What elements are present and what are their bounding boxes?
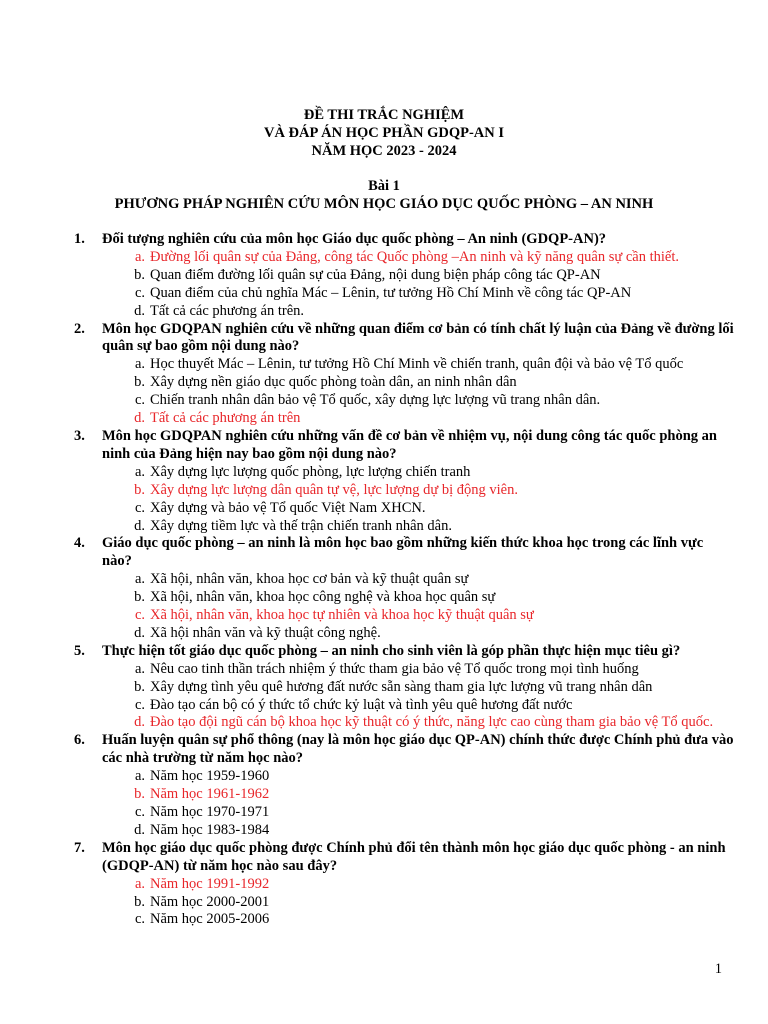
option-text: Tất cả các phương án trên. (150, 302, 305, 319)
answer-options (102, 571, 734, 643)
option-letter: b. (134, 786, 145, 803)
question-text: Thực hiện tốt giáo dục quốc phòng – an ninh cho sinh viên là góp phần thực hiện mục tiêu gì? (102, 642, 681, 659)
option-text: Xây dựng tình yêu quê hương đất nước sẵn sàng tham gia lực lượng vũ trang nhân dân (150, 678, 653, 695)
answer-option (102, 697, 734, 715)
option-text: Năm học 1970-1971 (150, 804, 270, 820)
answer-option (102, 500, 734, 518)
option-letter: c. (134, 911, 145, 928)
question-text: Môn học giáo dục quốc phòng được Chính phủ đổi tên thành môn học giáo dục quốc phòng - an ninh (GDQP-AN) từ năm học nào sau đây? (102, 839, 726, 874)
option-text: Xây dựng nền giáo dục quốc phòng toàn dân, an ninh nhân dân (150, 374, 517, 391)
question-text: Đối tượng nghiên cứu của môn học Giáo dục quốc phòng – An ninh (GDQP-AN)? (102, 231, 607, 247)
option-letter: b. (134, 678, 145, 695)
answer-options (102, 464, 734, 536)
option-text: Đào tạo cán bộ có ý thức tổ chức kỷ luật và tình yêu quê hương đất nước (150, 696, 573, 713)
answer-option (102, 911, 734, 929)
question-number: 7. (74, 839, 85, 856)
question-list (74, 231, 734, 929)
option-letter: a. (134, 875, 145, 892)
answer-option (102, 518, 734, 536)
option-letter: a. (134, 571, 145, 588)
question-number: 4. (74, 535, 85, 552)
question-item (74, 535, 734, 642)
answer-option-correct (102, 482, 734, 500)
option-text: Xây dựng lực lượng quốc phòng, lực lượng chiến tranh (150, 463, 471, 480)
document-header (0, 106, 768, 160)
option-letter: b. (134, 589, 145, 606)
answer-option-correct (102, 410, 734, 428)
answer-option (102, 804, 734, 822)
answer-options (102, 661, 734, 733)
option-letter: a. (134, 660, 145, 677)
question-item (74, 840, 734, 930)
answer-option (102, 374, 734, 392)
option-text: Năm học 1961-1962 (150, 786, 270, 803)
answer-option (102, 356, 734, 374)
option-letter: c. (134, 392, 145, 409)
answer-option-correct (102, 876, 734, 894)
question-item (74, 321, 734, 428)
answer-options (102, 249, 734, 321)
option-letter: d. (134, 517, 145, 534)
option-letter: a. (134, 768, 145, 785)
option-letter: d. (134, 714, 145, 731)
option-text: Quan điểm đường lối quân sự của Đảng, nội dung biện pháp công tác QP-AN (150, 266, 601, 283)
option-text: Năm học 1959-1960 (150, 768, 270, 785)
option-text: Chiến tranh nhân dân bảo vệ Tổ quốc, xây dựng lực lượng vũ trang nhân dân. (150, 392, 601, 409)
option-text: Xã hội nhân văn và kỹ thuật công nghệ. (150, 624, 381, 641)
answer-option (102, 679, 734, 697)
option-text: Xây dựng tiềm lực và thế trận chiến tranh nhân dân. (150, 517, 452, 534)
option-letter: c. (134, 696, 145, 713)
answer-option (102, 392, 734, 410)
question-item (74, 643, 734, 733)
answer-option (102, 822, 734, 840)
question-item (74, 428, 734, 535)
option-letter: b. (134, 893, 145, 910)
question-item (74, 732, 734, 839)
option-text: Quan điểm của chủ nghĩa Mác – Lênin, tư tưởng Hồ Chí Minh về công tác QP-AN (150, 284, 632, 301)
question-number: 6. (74, 732, 85, 749)
header-line-2: VÀ ĐÁP ÁN HỌC PHẦN GDQP-AN I (263, 125, 505, 141)
answer-options (102, 768, 734, 840)
answer-options (102, 876, 734, 930)
option-letter: d. (134, 410, 145, 427)
answer-option (102, 303, 734, 321)
option-letter: b. (134, 266, 145, 283)
header-line-3: NĂM HỌC 2023 - 2024 (311, 143, 457, 159)
option-text: Năm học 2005-2006 (150, 911, 270, 928)
option-letter: d. (134, 821, 145, 838)
answer-option (102, 464, 734, 482)
question-number: 5. (74, 642, 85, 659)
answer-option-correct (102, 786, 734, 804)
question-text: Môn học GDQPAN nghiên cứu về những quan điểm cơ bản có tính chất lý luận của Đảng về đường lối quân sự bao gồm nội dung nào? (102, 320, 734, 355)
option-letter: b. (134, 481, 145, 498)
option-text: Xã hội, nhân văn, khoa học cơ bản và kỹ thuật quân sự (150, 571, 469, 588)
question-number: 3. (74, 427, 85, 444)
answer-option (102, 589, 734, 607)
option-text: Đường lối quân sự của Đảng, công tác Quốc phòng –An ninh và kỹ năng quân sự cần thiết. (150, 248, 679, 265)
question-number: 1. (74, 231, 85, 247)
answer-option (102, 267, 734, 285)
page-number: 1 (714, 961, 722, 977)
option-letter: c. (134, 499, 145, 516)
option-letter: a. (134, 463, 145, 480)
option-letter: c. (134, 607, 145, 624)
option-text: Nêu cao tinh thần trách nhiệm ý thức tham gia bảo vệ Tổ quốc trong mọi tình huống (150, 660, 639, 677)
option-text: Tất cả các phương án trên (150, 410, 301, 427)
answer-option-correct (102, 249, 734, 267)
lesson-label: Bài 1 (368, 178, 400, 194)
question-text: Giáo dục quốc phòng – an ninh là môn học bao gồm những kiến thức khoa học trong các lĩnh vực nào? (102, 535, 704, 570)
option-text: Đào tạo đội ngũ cán bộ khoa học kỹ thuật có ý thức, năng lực cao cùng tham gia bảo vệ Tổ quốc. (150, 714, 714, 731)
question-text: Môn học GDQPAN nghiên cứu những vấn đề cơ bản về nhiệm vụ, nội dung công tác quốc phòng an ninh của Đảng hiện nay bao gồm nội dung nào? (102, 427, 717, 462)
answer-option (102, 625, 734, 643)
question-text: Huấn luyện quân sự phổ thông (nay là môn học giáo dục QP-AN) chính thức được Chính phủ đưa vào các nhà trường từ năm học nào? (102, 732, 734, 767)
option-text: Xây dựng lực lượng dân quân tự vệ, lực lượng dự bị động viên. (150, 481, 518, 498)
option-letter: c. (134, 284, 145, 301)
question-number: 2. (74, 320, 85, 337)
answer-option (102, 571, 734, 589)
option-letter: a. (134, 248, 145, 265)
answer-option (102, 285, 734, 303)
option-text: Năm học 1991-1992 (150, 875, 270, 892)
option-text: Xã hội, nhân văn, khoa học tự nhiên và khoa học kỹ thuật quân sự (150, 607, 534, 624)
option-text: Xã hội, nhân văn, khoa học công nghệ và khoa học quân sự (150, 589, 496, 606)
answer-option (102, 894, 734, 912)
lesson-title: PHƯƠNG PHÁP NGHIÊN CỨU MÔN HỌC GIÁO DỤC QUỐC PHÒNG – AN NINH (114, 196, 654, 212)
option-letter: a. (134, 356, 145, 373)
option-letter: c. (134, 804, 145, 820)
answer-option-correct (102, 607, 734, 625)
option-text: Năm học 1983-1984 (150, 821, 270, 838)
option-letter: b. (134, 374, 145, 391)
option-text: Năm học 2000-2001 (150, 893, 270, 910)
answer-option-correct (102, 714, 734, 732)
option-text: Học thuyết Mác – Lênin, tư tưởng Hồ Chí Minh về chiến tranh, quân đội và bảo vệ Tổ quốc (150, 356, 684, 373)
answer-option (102, 768, 734, 786)
question-item (74, 231, 734, 321)
lesson-heading (0, 177, 768, 213)
header-line-1: ĐỀ THI TRẮC NGHIỆM (303, 107, 465, 123)
answer-option (102, 661, 734, 679)
answer-options (102, 356, 734, 428)
option-text: Xây dựng và bảo vệ Tổ quốc Việt Nam XHCN. (150, 499, 426, 516)
option-letter: d. (134, 302, 145, 319)
option-letter: d. (134, 624, 145, 641)
